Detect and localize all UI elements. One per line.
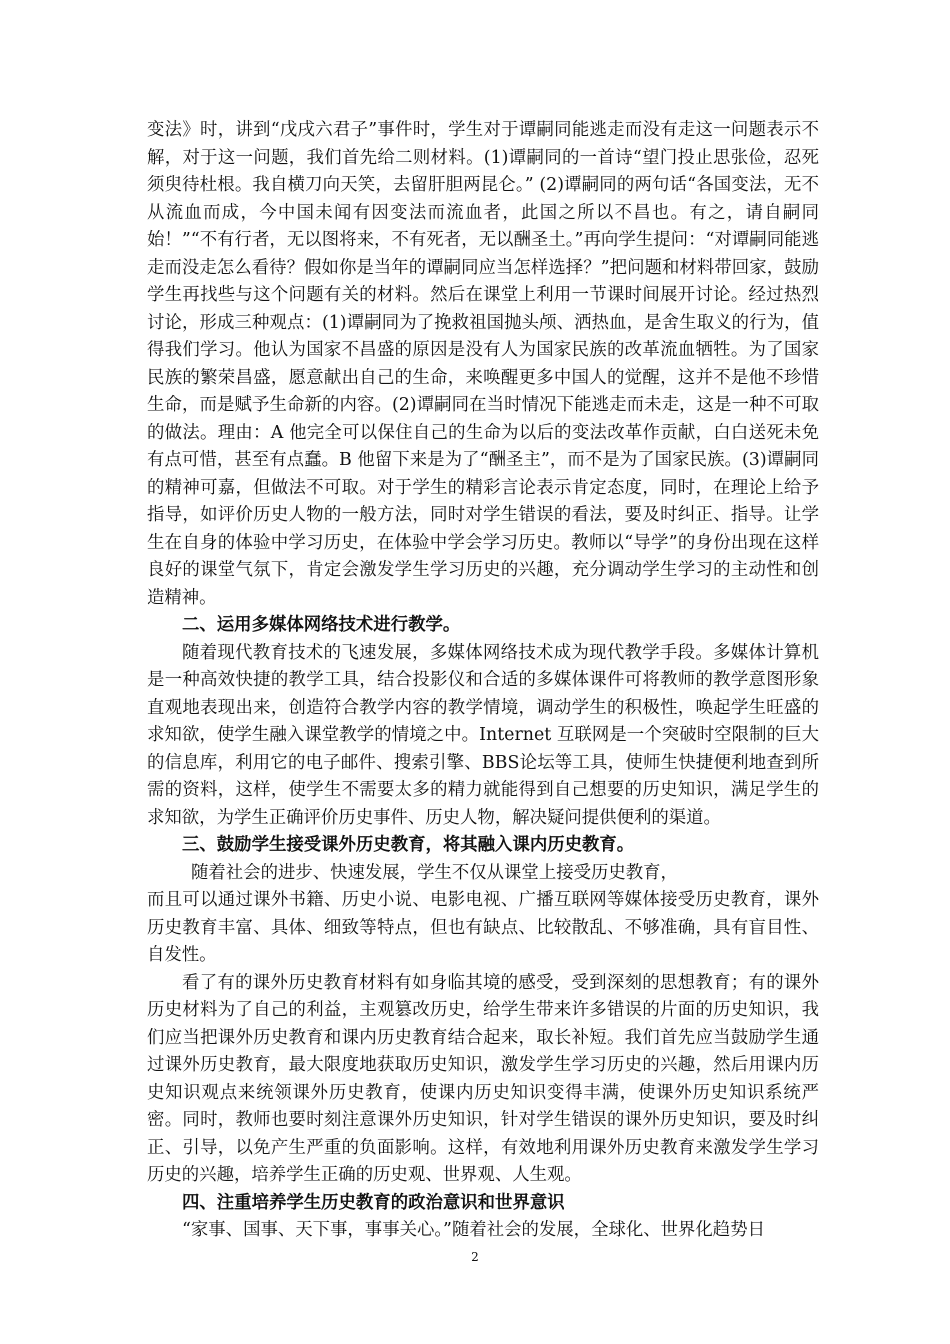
page-number: 2 — [471, 1250, 479, 1264]
body-text — [147, 117, 819, 1245]
paragraph-extracurricular-intro: 随着社会的进步、快速发展，学生不仅从课堂上接受历史教育， — [191, 862, 678, 883]
paragraph-extracurricular-detail: 看了有的课外历史教育材料有如身临其境的感受，受到深刻的思想教育；有的课外历史材料为了自己的利益，主观篡改历史，给学生带来许多错误的片面的历史知识，我们应当把课外历史教育和课内历史教育结合起来，取长补短。我们首先应当鼓励学生通过课外历史教育，最大限度地获取历史知识，激发学生学习历史的兴趣，然后用课内历史知识观点来统领课外历史教育，使课内历史知识变得丰满，使课外历史知识系统严密。同时，教师也要时刻注意课外历史知识，针对学生错误的课外历史知识，要及时纠正、引导，以免产生严重的负面影响。这样，有效地利用课外历史教育来激发学生学习历史的兴趣，培养学生正确的历史观、世界观、人生观。 — [147, 972, 819, 1185]
paragraph-multimedia: 随着现代教育技术的飞速发展，多媒体网络技术成为现代教学手段。多媒体计算机是一种高效快捷的教学工具，结合投影仪和合适的多媒体课件可将教师的教学意图形象直观地表现出来，创造符合教学内容的教学情境，调动学生的积极性，唤起学生旺盛的求知欲，使学生融入课堂教学的情境之中。Internet 互联网是一个突破时空限制的巨大的信息库，利用它的电子邮件、搜索引擎、BBS论坛等工具，使师生快捷便利地查到所需的资料，这样，使学生不需要太多的精力就能得到自己想要的历史知识，满足学生的求知欲，为学生正确评价历史事件、历史人物，解决疑问提供便利的渠道。 — [147, 642, 819, 828]
paragraph-political-awareness: “家事、国事、天下事，事事关心。”随着社会的发展，全球化、世界化趋势日 — [182, 1220, 765, 1240]
section-heading-multimedia: 二、运用多媒体网络技术进行教学。 — [182, 615, 461, 635]
section-heading-political-awareness: 四、注重培养学生历史教育的政治意识和世界意识 — [182, 1192, 565, 1213]
paragraph-reform-discussion: 变法》时，讲到“戊戌六君子”事件时，学生对于谭嗣同能逃走而没有走这一问题表示不解，对于这一问题，我们首先给二则材料。(1)谭嗣同的一首诗“望门投止思张俭，忍死须臾待杜根。我自横刀向天笑，去留肝胆两昆仑。” (2)谭嗣同的两句话“各国变法，无不从流血而成，今中国未闻有因变法而流血者，此国之所以不昌也。有之，请自嗣同始！”“不有行者，无以图将来，不有死者，无以酬圣土。”再向学生提问：“对谭嗣同能逃走而没走怎么看待？假如你是当年的谭嗣同应当怎样选择？”把问题和材料带回家，鼓励学生再找些与这个问题有关的材料。然后在课堂上利用一节课时间展开讨论。经过热烈讨论，形成三种观点：(1)谭嗣同为了挽救祖国抛头颅、洒热血，是舍生取义的行为，值得我们学习。他认为国家不昌盛的原因是没有人为国家民族的改革流血牺牲。为了国家民族的繁荣昌盛，愿意献出自己的生命，来唤醒更多中国人的觉醒，这并不是他不珍惜生命，而是赋予生命新的内容。(2)谭嗣同在当时情况下能逃走而未走，这是一种不可取的做法。理由：A 他完全可以保住自己的生命为以后的变法改革作贡献，白白送死未免有点可惜，甚至有点蠢。B 他留下来是为了“酬圣主”，而不是为了国家民族。(3)谭嗣同的精神可嘉，但做法不可取。对于学生的精彩言论表示肯定态度，同时，在理论上给予指导，如评价历史人物的一般方法，同时对学生错误的看法，要及时纠正、指导。让学生在自身的体验中学习历史，在体验中学会学习历史。教师以“导学”的身份出现在这样良好的课堂气氛下，肯定会激发学生学习历史的兴趣，充分调动学生学习的主动性和创造精神。 — [147, 120, 819, 608]
paragraph-extracurricular-continuation: 而且可以通过课外书籍、历史小说、电影电视、广播互联网等媒体接受历史教育，课外历史教育丰富、具体、细致等特点，但也有缺点、比较散乱、不够准确，具有盲目性、自发性。 — [147, 890, 819, 965]
section-heading-extracurricular: 三、鼓励学生接受课外历史教育，将其融入课内历史教育。 — [182, 835, 635, 855]
